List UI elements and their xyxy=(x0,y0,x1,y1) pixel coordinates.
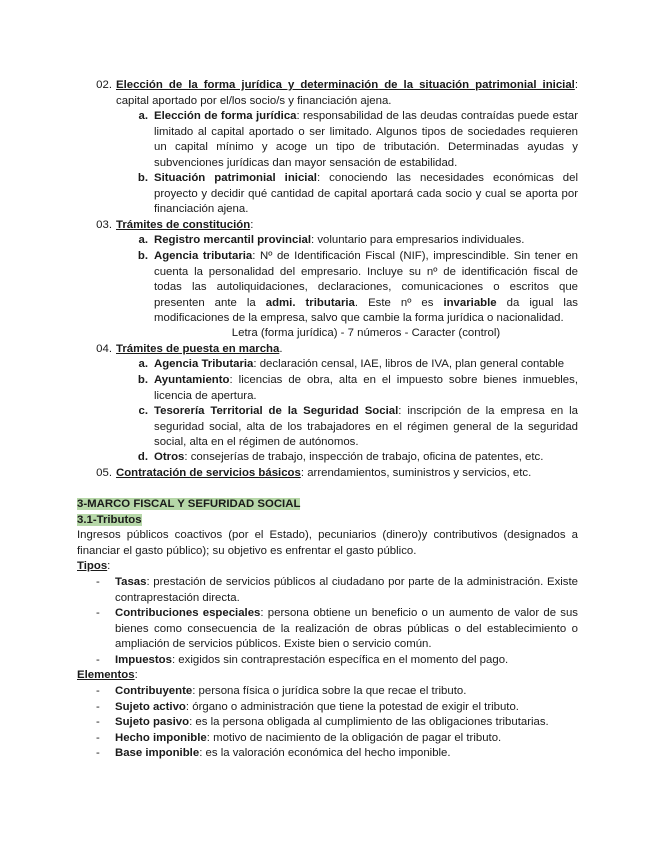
sub-heading: Situación patrimonial inicial xyxy=(154,172,317,184)
sub-item xyxy=(154,171,578,218)
bullet-item xyxy=(115,575,578,606)
bullet-text: : persona obtiene un beneficio o un aumento de valor de sus bienes como consecuencia de la realización de obras públicas o del establecimiento o ampliación de servicios públicos. Existe bien o servicio común. xyxy=(115,607,578,651)
sub-text: : voluntario para empresarios individuales. xyxy=(310,234,525,246)
sub-text: : conociendo las necesidades económicas del proyecto y decidir qué cantidad de capital aportará cada socio y cual se aporta por financiación ajena. xyxy=(154,172,578,216)
sub-marker: b. xyxy=(137,172,148,184)
bullet-text: : es la persona obligada al cumplimiento de las obligaciones tributarias. xyxy=(189,716,549,728)
list-item-03 xyxy=(116,218,578,234)
bullet-text: : motivo de nacimiento de la obligación de pagar el tributo. xyxy=(206,732,502,744)
sub-marker: a. xyxy=(138,358,148,370)
sub-text: : responsabilidad de las deudas contraídas puede estar limitado al capital aportado o ser limitado. Algunos tipos de sociedades requieren un capital mínimo y acoge un tipo de tributación. Determinadas ayudas y subvenciones jurídicas dan mayor sensación de estabilidad. xyxy=(154,110,578,169)
sub-marker: b. xyxy=(137,250,148,262)
bullet-item xyxy=(115,653,578,669)
bullet-dash: - xyxy=(96,607,100,619)
item-heading: Elección de la forma jurídica y determinación de la situación patrimonial inicial xyxy=(116,79,575,91)
sub-heading: Agencia tributaria xyxy=(154,250,253,262)
sub-heading: Tesorería Territorial de la Seguridad Social xyxy=(154,405,399,417)
subsection-title: 3.1-Tributos xyxy=(77,514,142,526)
bullet-heading: Contribuciones especiales xyxy=(115,607,261,619)
sub-item xyxy=(154,249,578,327)
heading-colon: : xyxy=(134,669,138,681)
heading-text: Tipos xyxy=(77,560,108,572)
sub-text: : licencias de obra, alta en el impuesto sobre bienes inmuebles, licencia de apertura. xyxy=(154,374,578,402)
list-number: 05. xyxy=(96,467,112,479)
subsection-heading xyxy=(77,513,578,529)
list-item-05 xyxy=(116,466,578,482)
bullet-item xyxy=(115,731,578,747)
section-heading xyxy=(77,497,578,513)
bullet-heading: Hecho imponible xyxy=(115,732,207,744)
list-number: 04. xyxy=(96,343,112,355)
sub-text: : consejerías de trabajo, inspección de trabajo, oficina de patentes, etc. xyxy=(184,451,544,463)
bullet-text: : prestación de servicios públicos al ciudadano por parte de la administración. Existe contraprestación directa. xyxy=(115,576,578,604)
bullet-item xyxy=(115,746,578,762)
bullet-heading: Impuestos xyxy=(115,654,172,666)
section-title: 3-MARCO FISCAL Y SEFURIDAD SOCIAL xyxy=(77,498,301,510)
bullet-text: : exigidos sin contraprestación específica en el momento del pago. xyxy=(171,654,509,666)
item-text: : arrendamientos, suministros y servicios, etc. xyxy=(300,467,532,479)
sub-heading: Agencia Tributaria xyxy=(154,358,254,370)
sub-marker: c. xyxy=(138,405,148,417)
item-text: : capital aportado por el/los socio/s y financiación ajena. xyxy=(116,79,578,107)
item-text: . xyxy=(279,343,283,355)
list-number: 03. xyxy=(96,219,112,231)
sub-item xyxy=(154,373,578,404)
list-item-02 xyxy=(116,78,578,109)
bullet-text: : es la valoración económica del hecho imponible. xyxy=(199,747,451,759)
list-number: 02. xyxy=(96,79,112,91)
sub-marker: a. xyxy=(138,110,148,122)
bullet-dash: - xyxy=(96,685,100,697)
bold-term: admi. tributaria xyxy=(265,296,355,309)
bullet-text: : órgano o administración que tiene la potestad de exigir el tributo. xyxy=(185,701,519,713)
bullet-text: : persona física o jurídica sobre la que recae el tributo. xyxy=(192,685,467,697)
sub-item xyxy=(154,404,578,451)
sub-text: . Este nº es xyxy=(354,296,444,309)
sub-text: : Nº de Identificación Fiscal (NIF), imprescindible. Sin tener en cuenta la personalidad del empresario. Incluye su nº de identificación fiscal de todas las autoliquidaciones, declaraciones, comunicaciones o escritos que presenten ante la xyxy=(154,250,578,309)
sub-heading: Otros xyxy=(154,451,185,463)
sub-marker: d. xyxy=(137,451,148,463)
intro-paragraph: Ingresos públicos coactivos (por el Estado), pecuniarios (dinero)y contributivos (designados a financiar el gasto público); su objetivo es enfrentar el gasto público. xyxy=(77,529,578,557)
sub-marker: a. xyxy=(138,234,148,246)
sub-heading: Ayuntamiento xyxy=(154,374,230,386)
bullet-item xyxy=(115,700,578,716)
sub-item xyxy=(154,109,578,171)
sub-heading: Registro mercantil provincial xyxy=(154,234,311,246)
bullet-item xyxy=(115,606,578,653)
item-heading: Trámites de constitución xyxy=(116,219,251,231)
heading-colon: : xyxy=(107,560,111,572)
elementos-heading xyxy=(77,668,578,684)
list-item-04 xyxy=(116,342,578,358)
sub-heading: Elección de forma jurídica xyxy=(154,110,297,122)
nif-format: Letra (forma jurídica) - 7 números - Caracter (control) xyxy=(231,327,501,339)
bullet-heading: Contribuyente xyxy=(115,685,193,697)
sub-text: da igual las modificaciones de la empresa, salvo que cambie la forma jurídica o nacionalidad. xyxy=(154,296,578,325)
bullet-heading: Sujeto activo xyxy=(115,701,186,713)
bullet-heading: Tasas xyxy=(115,576,147,588)
bullet-dash: - xyxy=(96,576,100,588)
bullet-dash: - xyxy=(96,747,100,759)
sub-item xyxy=(154,357,578,373)
sub-marker: b. xyxy=(137,374,148,386)
item-text: : xyxy=(250,219,254,231)
sub-text: : inscripción de la empresa en la seguridad social, alta de los trabajadores en el régimen general de la seguridad social, alta en el régimen de autónomos. xyxy=(154,405,578,449)
bullet-item xyxy=(115,684,578,700)
sub-text: : declaración censal, IAE, libros de IVA, plan general contable xyxy=(253,358,565,370)
bullet-dash: - xyxy=(96,701,100,713)
tipos-heading xyxy=(77,559,578,575)
item-heading: Contratación de servicios básicos xyxy=(116,467,301,479)
bullet-heading: Sujeto pasivo xyxy=(115,716,190,728)
bullet-dash: - xyxy=(96,716,100,728)
sub-item xyxy=(154,450,578,466)
bullet-dash: - xyxy=(96,732,100,744)
item-heading: Trámites de puesta en marcha xyxy=(116,343,280,355)
bullet-item xyxy=(115,715,578,731)
bullet-heading: Base imponible xyxy=(115,747,200,759)
bold-term: invariable xyxy=(443,296,497,309)
sub-item xyxy=(154,233,578,249)
heading-text: Elementos xyxy=(77,669,135,681)
bullet-dash: - xyxy=(96,654,100,666)
